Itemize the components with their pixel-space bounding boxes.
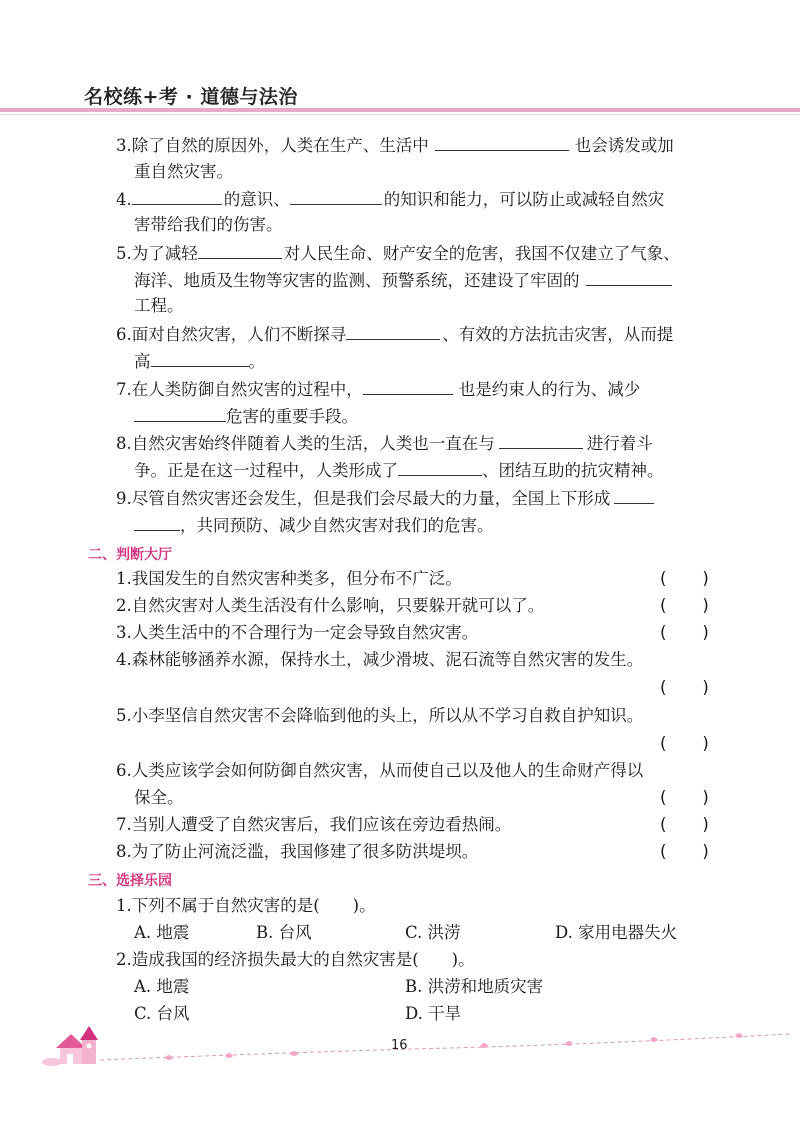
- answer-blank[interactable]: [363, 377, 453, 395]
- answer-blank[interactable]: [134, 404, 226, 422]
- question-text: 除了自然的原因外，人类在生产、生活中: [131, 136, 429, 155]
- fill-question-6: [116, 322, 673, 346]
- choice-option-d[interactable]: D. 干旱: [405, 1004, 462, 1023]
- answer-paren[interactable]: ( ): [658, 788, 711, 807]
- question-text: 我国发生的自然灾害种类多，但分布不广泛。: [131, 569, 462, 588]
- fill-question-3-cont: [134, 161, 233, 183]
- question-number: 8.: [116, 434, 132, 453]
- judge-item-4: [116, 649, 643, 671]
- answer-blank[interactable]: [134, 513, 180, 531]
- choice-option-b[interactable]: B. 洪涝和地质灾害: [405, 977, 544, 996]
- answer-blank[interactable]: [346, 322, 440, 340]
- house-illustration-icon: [42, 1026, 98, 1066]
- judge-item-6: [116, 760, 643, 782]
- question-number: 9.: [116, 489, 132, 508]
- fill-question-4-cont: [134, 214, 283, 236]
- question-text: 自然灾害对人类生活没有什么影响，只要躲开就可以了。: [131, 596, 545, 615]
- question-text: 的意识、: [223, 190, 290, 209]
- fill-question-7: [116, 377, 640, 401]
- question-number: 3.: [116, 623, 132, 642]
- answer-blank[interactable]: [132, 187, 222, 205]
- question-text: 、有效的方法抗击灾害，从而提: [442, 325, 674, 344]
- question-text: 人类生活中的不合理行为一定会导致自然灾害。: [131, 623, 479, 642]
- answer-paren[interactable]: ( ): [658, 623, 711, 642]
- question-number: 5.: [116, 706, 132, 725]
- question-text: 的知识和能力，可以防止或减轻自然灾: [383, 190, 665, 209]
- answer-blank[interactable]: [586, 268, 672, 286]
- question-text: 也是约束人的行为、减少: [458, 380, 641, 399]
- question-text: 在人类防御自然灾害的过程中，: [131, 380, 363, 399]
- choice-option-a[interactable]: A. 地震: [134, 923, 190, 942]
- question-text: ，共同预防、减少自然灾害对我们的危害。: [180, 516, 494, 535]
- choice-option-b[interactable]: B. 台风: [256, 923, 312, 942]
- choice-option-d[interactable]: D. 家用电器失火: [555, 923, 678, 942]
- judge-item-3: [116, 622, 478, 644]
- answer-paren[interactable]: ( ): [658, 734, 711, 753]
- fill-question-5-cont: [134, 268, 672, 292]
- question-number: 4.: [116, 650, 132, 669]
- question-text: 重自然灾害。: [134, 162, 233, 181]
- question-number: 6.: [116, 325, 132, 344]
- question-text: 当别人遭受了自然灾害后，我们应该在旁边看热闹。: [131, 815, 512, 834]
- question-text: 进行着斗: [586, 434, 653, 453]
- fill-question-7-cont: [134, 404, 358, 428]
- choice-option-c[interactable]: C. 台风: [134, 1004, 190, 1023]
- answer-paren[interactable]: ( ): [658, 678, 711, 697]
- question-text: 危害的重要手段。: [226, 407, 358, 426]
- choice-question-1: [116, 895, 376, 917]
- answer-blank[interactable]: [198, 241, 282, 259]
- judge-item-2: [116, 595, 544, 617]
- question-number: 1.: [116, 569, 132, 588]
- answer-paren[interactable]: ( ): [658, 842, 711, 861]
- question-text: 。: [248, 352, 265, 371]
- question-text: 为了减轻: [131, 244, 198, 263]
- answer-blank[interactable]: [614, 486, 654, 504]
- question-text: 造成我国的经济损失最大的自然灾害是( )。: [131, 950, 475, 969]
- question-text: 森林能够涵养水源，保持水土，减少滑坡、泥石流等自然灾害的发生。: [131, 650, 644, 669]
- question-text: 小李坚信自然灾害不会降临到他的头上，所以从不学习自救自护知识。: [131, 706, 644, 725]
- fill-question-5: [116, 241, 680, 265]
- question-text: 争。正是在这一过程中，人类形成了: [134, 461, 398, 480]
- header-rule-thin: [0, 114, 800, 115]
- fill-question-9-cont: [134, 513, 494, 537]
- fill-question-4: [116, 187, 664, 211]
- question-text: 、团结互助的抗灾精神。: [482, 461, 664, 480]
- answer-paren[interactable]: ( ): [658, 815, 711, 834]
- question-number: 1.: [116, 896, 132, 915]
- section-heading-judge: 二、判断大厅: [88, 547, 172, 563]
- question-number: 7.: [116, 380, 132, 399]
- question-number: 5.: [116, 244, 132, 263]
- question-text: 害带给我们的伤害。: [134, 215, 283, 234]
- question-text: 为了防止河流泛滥，我国修建了很多防洪堤坝。: [131, 842, 479, 861]
- question-number: 8.: [116, 842, 132, 861]
- question-number: 4.: [116, 190, 132, 209]
- answer-blank[interactable]: [151, 349, 249, 367]
- answer-paren[interactable]: ( ): [658, 569, 711, 588]
- question-text: 工程。: [134, 296, 184, 315]
- fill-question-6-cont: [134, 349, 265, 373]
- judge-item-1: [116, 568, 462, 590]
- question-text: 面对自然灾害，人们不断探寻: [131, 325, 347, 344]
- question-number: 7.: [116, 815, 132, 834]
- question-number: 3.: [116, 136, 132, 155]
- question-text: 下列不属于自然灾害的是( )。: [131, 896, 376, 915]
- header-rule: [0, 108, 800, 112]
- choice-option-a[interactable]: A. 地震: [134, 977, 190, 996]
- answer-blank[interactable]: [435, 133, 569, 151]
- fill-question-5-cont2: [134, 295, 184, 317]
- answer-blank[interactable]: [398, 458, 482, 476]
- choice-question-2: [116, 949, 475, 971]
- page-number: 16: [391, 1038, 408, 1053]
- judge-item-6-cont: [134, 787, 184, 809]
- question-number: 2.: [116, 950, 132, 969]
- judge-item-5: [116, 705, 643, 727]
- judge-item-8: [116, 841, 478, 863]
- page-header-title: 名校练+考 · 道德与法治: [84, 86, 298, 108]
- fill-question-8-cont: [134, 458, 664, 482]
- answer-paren[interactable]: ( ): [658, 596, 711, 615]
- question-text: 保全。: [134, 788, 184, 807]
- fill-question-3: [116, 133, 674, 157]
- question-number: 2.: [116, 596, 132, 615]
- fill-question-8: [116, 431, 653, 455]
- fill-question-9: [116, 486, 654, 510]
- answer-blank[interactable]: [499, 431, 583, 449]
- question-number: 6.: [116, 761, 132, 780]
- question-text: 对人民生命、财产安全的危害，我国不仅建立了气象、: [283, 244, 680, 263]
- question-text: 海洋、地质及生物等灾害的监测、预警系统，还建设了牢固的: [134, 271, 580, 290]
- question-text: 尽管自然灾害还会发生，但是我们会尽最大的力量，全国上下形成: [131, 489, 611, 508]
- question-text: 人类应该学会如何防御自然灾害，从而使自己以及他人的生命财产得以: [131, 761, 644, 780]
- question-text: 高: [134, 352, 151, 371]
- choice-option-c[interactable]: C. 洪涝: [405, 923, 461, 942]
- question-text: 自然灾害始终伴随着人类的生活，人类也一直在与: [131, 434, 495, 453]
- question-text: 也会诱发或加: [574, 136, 674, 155]
- answer-blank[interactable]: [290, 187, 382, 205]
- section-heading-choice: 三、选择乐园: [88, 873, 172, 889]
- judge-item-7: [116, 814, 511, 836]
